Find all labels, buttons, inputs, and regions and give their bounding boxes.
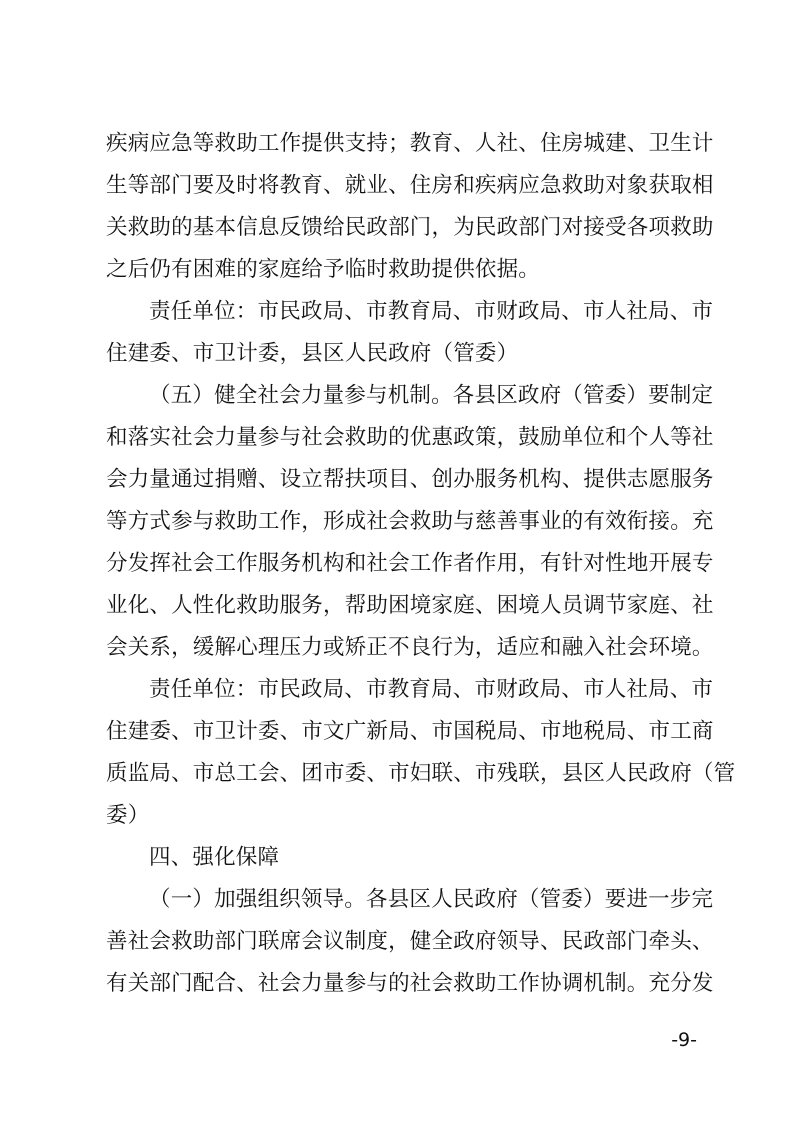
body-text-line: 会力量通过捐赠、设立帮扶项目、创办服务机构、提供志愿服务 (106, 467, 714, 492)
body-text-line: 和落实社会力量参与社会救助的优惠政策，鼓励单位和个人等社 (106, 425, 714, 450)
body-text-line: 生等部门要及时将教育、就业、住房和疾病应急救助对象获取相 (106, 173, 714, 198)
body-text-line: 分发挥社会工作服务机构和社会工作者作用，有针对性地开展专 (106, 551, 714, 576)
body-text-line: 业化、人性化救助服务，帮助困境家庭、困境人员调节家庭、社 (106, 593, 714, 618)
section-heading-line: （一）加强组织领导。各县区人民政府（管委）要进一步完 (149, 887, 714, 912)
section-title: 四、强化保障 (149, 845, 280, 870)
body-text-line: 有关部门配合、社会力量参与的社会救助工作协调机制。充分发 (106, 971, 714, 996)
body-text-line: 之后仍有困难的家庭给予临时救助提供依据。 (106, 257, 541, 282)
body-text-line: 等方式参与救助工作，形成社会救助与慈善事业的有效衔接。充 (106, 509, 714, 534)
page-number: -9- (671, 1029, 697, 1051)
responsibility-line: 责任单位：市民政局、市教育局、市财政局、市人社局、市 (149, 677, 714, 702)
body-text-line: 会关系，缓解心理压力或矫正不良行为，适应和融入社会环境。 (106, 635, 714, 660)
body-text-line: 疾病应急等救助工作提供支持；教育、人社、住房城建、卫生计 (106, 131, 714, 156)
responsibility-line: 质监局、市总工会、团市委、市妇联、市残联，县区人民政府（管 (106, 761, 736, 786)
section-heading-line: （五）健全社会力量参与机制。各县区政府（管委）要制定 (149, 383, 714, 408)
body-text-line: 善社会救助部门联席会议制度，健全政府领导、民政部门牵头、 (106, 929, 714, 954)
body-text-line: 关救助的基本信息反馈给民政部门，为民政部门对接受各项救助 (106, 215, 714, 240)
responsibility-line: 住建委、市卫计委、市文广新局、市国税局、市地税局、市工商 (106, 719, 714, 744)
responsibility-line: 住建委、市卫计委，县区人民政府（管委） (106, 341, 519, 366)
responsibility-line: 责任单位：市民政局、市教育局、市财政局、市人社局、市 (149, 299, 714, 324)
responsibility-line: 委） (106, 803, 150, 828)
